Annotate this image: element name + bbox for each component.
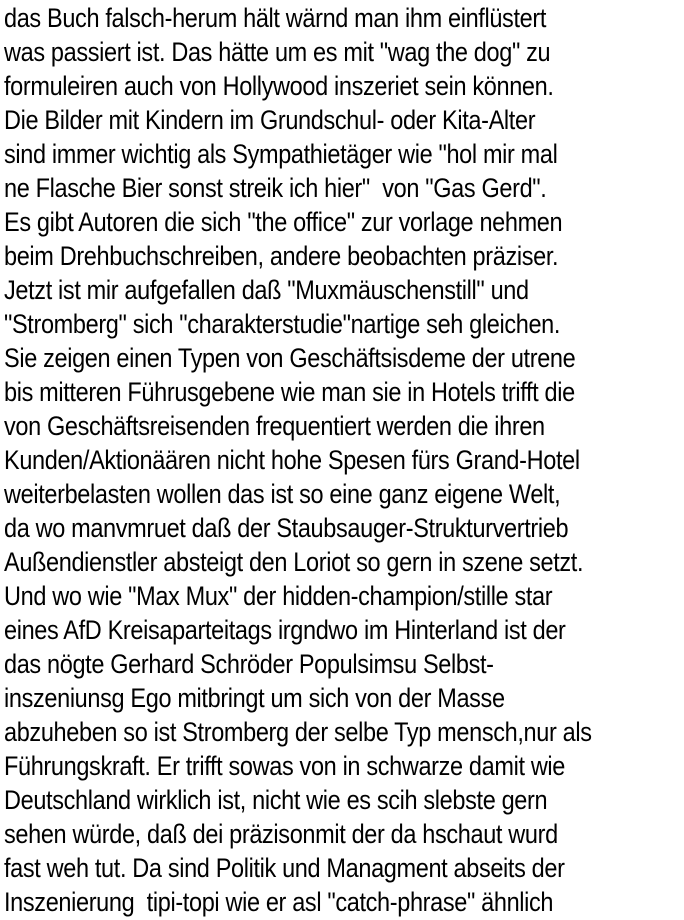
text-line: bis mitteren Führusgebene wie man sie in Hotels trifft die xyxy=(4,377,575,407)
text-line: abzuheben so ist Stromberg der selbe Typ mensch,nur als xyxy=(4,717,592,747)
text-line: sind immer wichtig als Sympathietäger wie "hol mir mal xyxy=(4,139,558,169)
text-line: weiterbelasten wollen das ist so eine ganz eigene Welt, xyxy=(4,479,561,509)
text-line: was passiert ist. Das hätte um es mit "wag the dog" zu xyxy=(4,37,551,67)
text-line: fast weh tut. Da sind Politik und Managment abseits der xyxy=(4,853,565,883)
text-line: sehen würde, daß dei präzisonmit der da hschaut wurd xyxy=(4,819,558,849)
text-line: "Stromberg" sich "charakterstudie"nartige seh gleichen. xyxy=(4,309,561,339)
text-line: Jetzt ist mir aufgefallen daß "Muxmäuschenstill" und xyxy=(4,275,529,305)
text-line: Sie zeigen einen Typen von Geschäftsisdeme der utrene xyxy=(4,343,576,373)
text-line: beim Drehbuchschreiben, andere beobachten präziser. xyxy=(4,241,559,271)
text-line: Führungskraft. Er trifft sowas von in schwarze damit wie xyxy=(4,751,566,781)
text-line: formuleiren auch von Hollywood inszeriet sein können. xyxy=(4,71,554,101)
text-line: Deutschland wirklich ist, nicht wie es scih slebste gern xyxy=(4,785,548,815)
text-line: Die Bilder mit Kindern im Grundschul- oder Kita-Alter xyxy=(4,105,536,135)
text-line: Und wo wie "Max Mux" der hidden-champion/stille star xyxy=(4,581,553,611)
text-line: eines AfD Kreisaparteitags irgndwo im Hinterland ist der xyxy=(4,615,566,645)
text-line: inszeniunsg Ego mitbringt um sich von der Masse xyxy=(4,683,505,713)
text-line: da wo manvmruet daß der Staubsauger-Strukturvertrieb xyxy=(4,513,569,543)
text-line: das nögte Gerhard Schröder Populsimsu Selbst- xyxy=(4,649,494,679)
paragraph-text xyxy=(4,1,684,919)
text-line: Es gibt Autoren die sich "the office" zur vorlage nehmen xyxy=(4,207,563,237)
text-line: Außendienstler absteigt den Loriot so gern in szene setzt. xyxy=(4,547,584,577)
text-line: ne Flasche Bier sonst streik ich hier" von "Gas Gerd". xyxy=(4,173,547,203)
text-line: Kunden/Aktionäären nicht hohe Spesen fürs Grand-Hotel xyxy=(4,445,580,475)
text-line: das Buch falsch-herum hält wärnd man ihm einflüstert xyxy=(4,3,547,33)
text-line: Inszenierung tipi-topi wie er asl "catch-phrase" ähnlich xyxy=(4,887,554,917)
text-line: von Geschäftsreisenden frequentiert werden die ihren xyxy=(4,411,545,441)
